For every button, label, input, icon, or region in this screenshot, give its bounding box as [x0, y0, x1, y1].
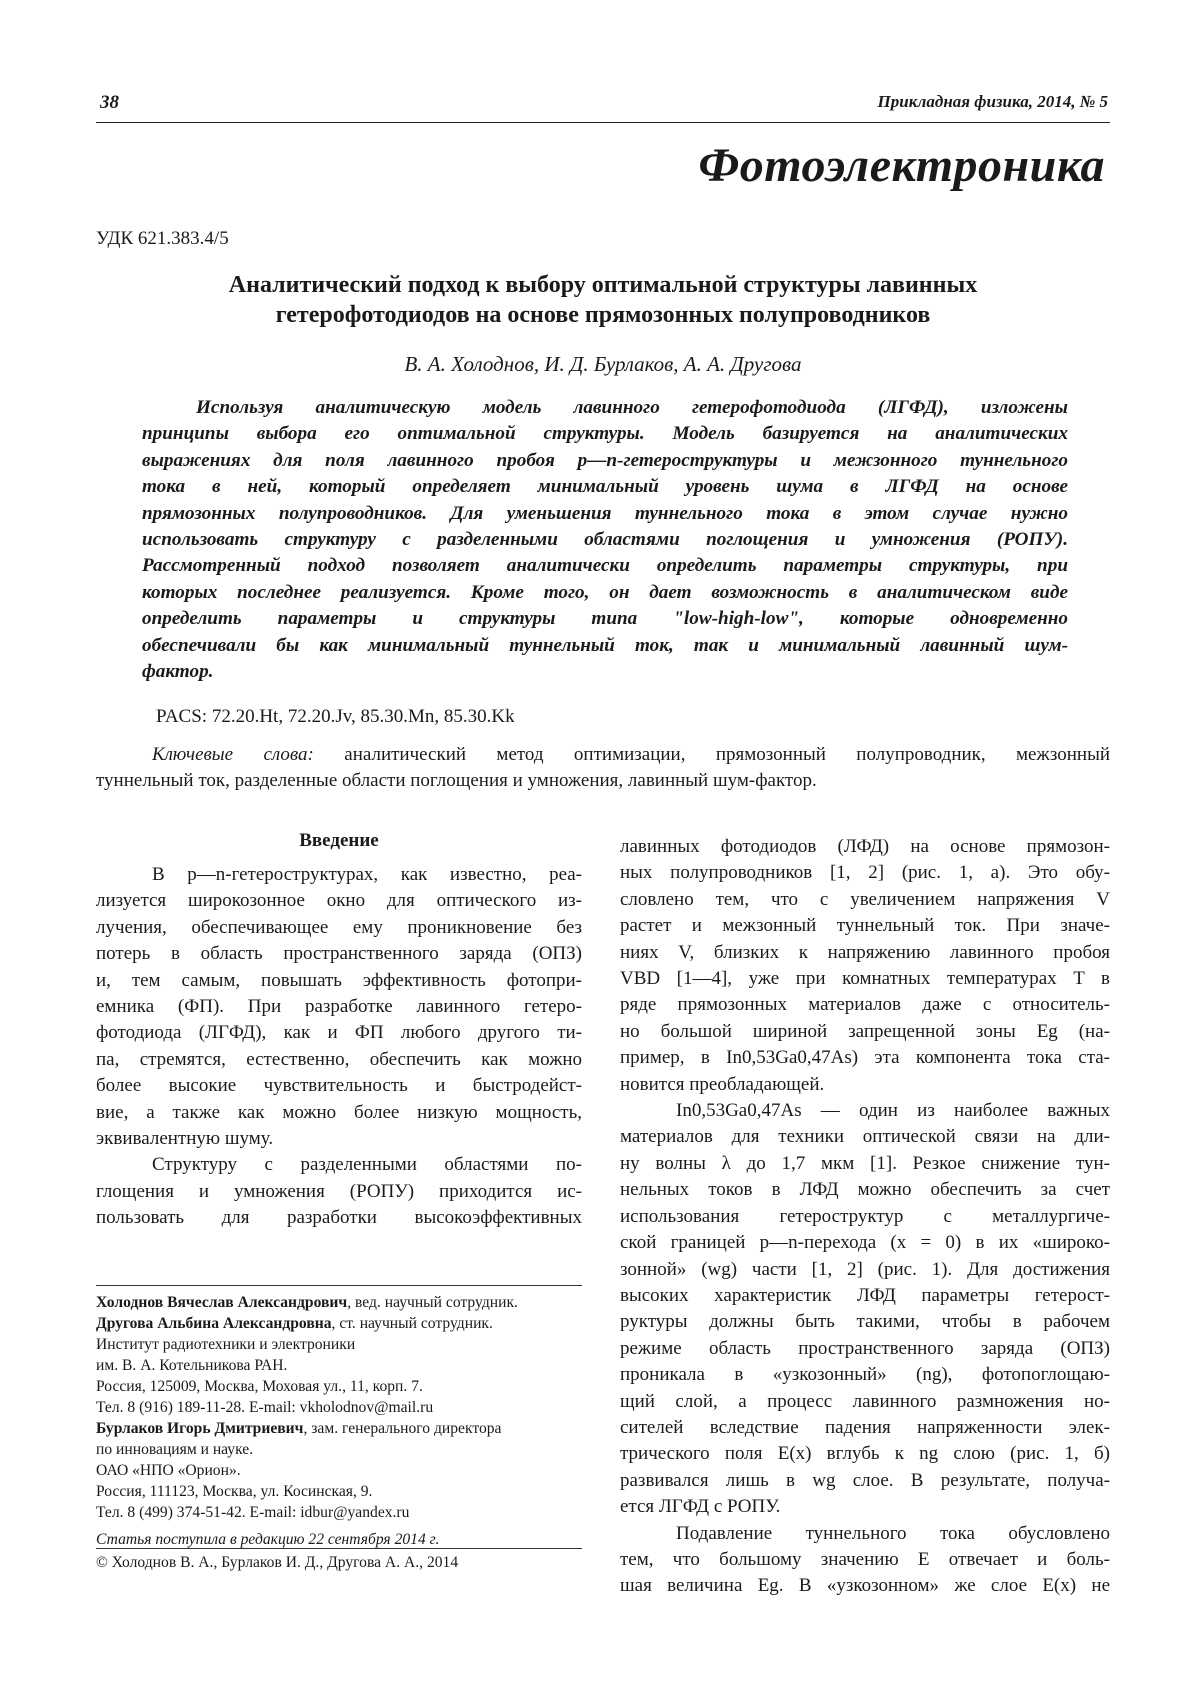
footnote-line	[96, 1313, 582, 1334]
body-line: высоких характеристик ЛФД параметры гетерост-	[620, 1284, 1110, 1306]
footnote-line: по инновациям и науке.	[96, 1441, 254, 1458]
abstract-line: Используя аналитическую модель лавинного гетерофотодиода (ЛГФД), изложены	[196, 397, 1068, 418]
introduction-heading: Введение	[299, 830, 379, 851]
body-line: зонной» (wg) части [1, 2] (рис. 1). Для достижения	[620, 1258, 1110, 1280]
body-line: развивался лишь в wg слое. В результате, получа-	[620, 1469, 1110, 1491]
body-line: ных полупроводников [1, 2] (рис. 1, а). Это обу-	[620, 862, 1110, 884]
author-name: Другова Альбина Александровна	[96, 1315, 332, 1332]
article-authors: В. А. Холоднов, И. Д. Бурлаков, А. А. Другова	[404, 352, 802, 376]
pacs-codes: PACS: 72.20.Ht, 72.20.Jv, 85.30.Mn, 85.30.Kk	[156, 706, 515, 727]
section-title: Фотоэлектроника	[698, 139, 1105, 192]
abstract-line: которых последнее реализуется. Кроме того, он дает возможность в аналитическом виде	[142, 581, 1068, 603]
footnote-line: им. В. А. Котельникова РАН.	[96, 1357, 288, 1374]
body-line: руктуры должны быть такими, чтобы в рабочем	[620, 1311, 1110, 1333]
author-name: Холоднов Вячеслав Александрович	[96, 1294, 348, 1311]
footnote-line	[96, 1418, 582, 1439]
author-name: Бурлаков Игорь Дмитриевич	[96, 1420, 304, 1437]
body-line: лизуется широкозонное окно для оптического из-	[96, 890, 582, 912]
body-line: лавинных фотодиодов (ЛФД) на основе прямозон-	[620, 836, 1110, 857]
body-line: VBD [1—4], уже при комнатных температурах T в	[620, 968, 1110, 990]
copyright: © Холоднов В. А., Бурлаков И. Д., Другова А. А., 2014	[96, 1554, 459, 1571]
abstract-line: принципы выбора его оптимальной структуры. Модель базируется на аналитических	[142, 423, 1068, 445]
body-line: проникала в «узкозонный» (ng), фотопоглощаю-	[620, 1364, 1110, 1386]
keywords-line	[96, 742, 1110, 768]
author-role: , вед. научный сотрудник.	[347, 1294, 518, 1311]
keywords	[96, 742, 1110, 794]
body-line: и, тем самым, повышать эффективность фотопри-	[96, 969, 582, 991]
keywords-label: Ключевые слова:	[152, 744, 314, 765]
body-line: ну волны λ до 1,7 мкм [1]. Резкое снижение тун-	[620, 1152, 1110, 1174]
body-line: нельных токов в ЛФД можно обеспечить за счет	[620, 1179, 1110, 1201]
body-line: эквивалентную шуму.	[96, 1128, 274, 1150]
abstract-line: фактор.	[142, 661, 214, 683]
body-line: вие, а также как можно более низкую мощность,	[96, 1101, 582, 1123]
abstract-line: тока в ней, который определяет минимальный уровень шума в ЛГФД на основе	[142, 476, 1068, 498]
body-line: фотодиода (ЛГФД), как и ФП любого другого ти-	[96, 1022, 582, 1044]
body-line: использования гетероструктур с металлургиче-	[620, 1205, 1110, 1227]
body-line: Структуру с разделенными областями по-	[152, 1154, 582, 1176]
footnote-line: ОАО «НПО «Орион».	[96, 1462, 241, 1479]
body-line: В p—n-гетероструктурах, как известно, реа-	[152, 864, 582, 885]
body-line: но большой шириной запрещенной зоны Eg (на-	[620, 1020, 1110, 1042]
body-line: тем, что большому значению E отвечает и боль-	[620, 1548, 1110, 1570]
abstract-line: Рассмотренный подход позволяет аналитически определить параметры структуры, при	[142, 555, 1068, 577]
keywords-line: туннельный ток, разделенные области поглощения и умножения, лавинный шум-фактор.	[96, 770, 817, 791]
author-footnote	[96, 1292, 582, 1550]
footnote-line: Тел. 8 (916) 189-11-28. E-mail: vkholodnov@mail.ru	[96, 1399, 434, 1416]
body-line: пример, в In0,53Ga0,47As) эта компонента тока ста-	[620, 1047, 1110, 1069]
article-title-line: Аналитический подход к выбору оптимальной структуры лавинных	[228, 272, 978, 298]
received-date: Статья поступила в редакцию 22 сентября 2014 г.	[96, 1531, 440, 1548]
body-line: In0,53Ga0,47As — один из наиболее важных	[676, 1100, 1110, 1122]
page-number: 38	[100, 92, 119, 113]
footnote-line: Тел. 8 (499) 374-51-42. E-mail: idbur@yandex.ru	[96, 1504, 410, 1521]
body-line: Подавление туннельного тока обусловлено	[676, 1522, 1110, 1544]
body-line: шая величина Eg. В «узкозонном» же слое E(x) не	[620, 1575, 1110, 1597]
body-line: ется ЛГФД с РОПУ.	[620, 1496, 781, 1518]
footnote-rule	[96, 1285, 582, 1286]
body-line: растет и межзонный туннельный ток. При значе-	[620, 915, 1110, 937]
abstract-line: определить параметры и структуры типа "low-high-low", которые одновременно	[142, 608, 1068, 630]
article-title	[96, 270, 1110, 330]
body-line: потерь в область пространственного заряда (ОПЗ)	[96, 943, 582, 965]
body-line: режиме область пространственного заряда (ОПЗ)	[620, 1337, 1110, 1359]
author-role: , ст. научный сотрудник.	[331, 1315, 493, 1332]
body-line: сителей вследствие падения напряженности элек-	[620, 1416, 1110, 1438]
body-line: более высокие чувствительность и быстродейст-	[96, 1075, 582, 1097]
author-role: , зам. генерального директора	[303, 1420, 502, 1437]
abstract	[142, 395, 1068, 685]
right-column-text	[620, 834, 1110, 1600]
abstract-line: прямозонных полупроводников. Для уменьшения туннельного тока в этом случае нужно	[142, 502, 1068, 524]
udk-code: УДК 621.383.4/5	[96, 228, 229, 249]
left-column-text	[96, 862, 582, 1232]
body-line: ряде прямозонных материалов даже с относитель-	[620, 994, 1110, 1016]
article-title-line: гетерофотодиодов на основе прямозонных полупроводников	[275, 302, 931, 328]
body-line: новится преобладающей.	[620, 1073, 825, 1095]
body-line: ниях V, близких к напряжению лавинного пробоя	[620, 941, 1110, 963]
body-line: трического поля E(x) вглубь к ng слою (рис. 1, б)	[620, 1443, 1110, 1465]
abstract-line: использовать структуру с разделенными областями поглощения и умножения (РОПУ).	[142, 529, 1068, 551]
body-line: словлено тем, что с увеличением напряжения V	[620, 888, 1110, 910]
header-rule	[96, 122, 1110, 123]
body-line: материалов для техники оптической связи на дли-	[620, 1126, 1110, 1148]
copyright-rule	[96, 1548, 582, 1549]
body-line: ской границей p—n-перехода (x = 0) в их «широко-	[620, 1232, 1110, 1254]
body-line: па, стремятся, естественно, обеспечить как можно	[96, 1048, 582, 1070]
body-line: глощения и умножения (РОПУ) приходится ис-	[96, 1180, 582, 1202]
abstract-line: обеспечивали бы как минимальный туннельный ток, так и минимальный лавинный шум-	[142, 634, 1068, 656]
footnote-line: Россия, 111123, Москва, ул. Косинская, 9.	[96, 1483, 373, 1500]
keywords-text: аналитический метод оптимизации, прямозонный полупроводник, межзонный	[344, 744, 1111, 765]
body-line: емника (ФП). При разработке лавинного гетеро-	[96, 996, 582, 1018]
body-line: щий слой, а процесс лавинного размножения но-	[620, 1390, 1110, 1412]
body-line: лучения, обеспечивающее ему проникновение без	[96, 916, 582, 938]
footnote-line	[96, 1292, 582, 1313]
footnote-line: Институт радиотехники и электроники	[96, 1336, 356, 1353]
journal-running-title: Прикладная физика, 2014, № 5	[877, 92, 1108, 111]
footnote-line: Россия, 125009, Москва, Моховая ул., 11, корп. 7.	[96, 1378, 423, 1395]
abstract-line: выражениях для поля лавинного пробоя p—n-гетероструктуры и межзонного туннельного	[142, 449, 1068, 471]
body-line: пользовать для разработки высокоэффективных	[96, 1207, 582, 1229]
